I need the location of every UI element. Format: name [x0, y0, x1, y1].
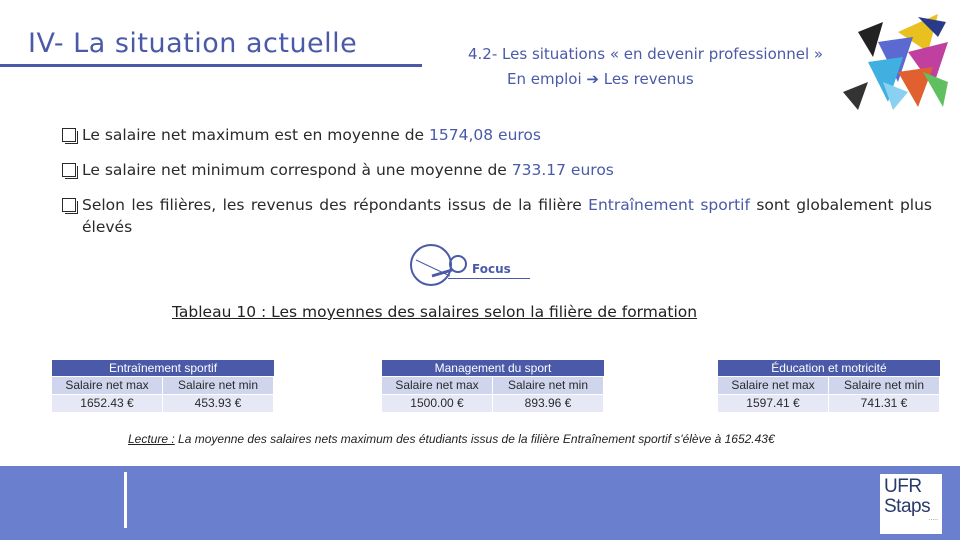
table-row — [382, 395, 604, 412]
table-title: Entraînement sportif — [52, 360, 274, 376]
footer-band — [0, 466, 960, 540]
table-header-row — [382, 377, 604, 394]
slide-subtitle — [468, 42, 823, 92]
bullet-text: Le salaire net minimum correspond à une moyenne de — [82, 161, 512, 179]
column-header: Salaire net min — [163, 377, 273, 394]
table-cell: 1500.00 € — [382, 395, 492, 412]
slide-title: IV- La situation actuelle — [28, 28, 358, 59]
subtitle-line-2: En emploi ➔ Les revenus — [507, 70, 694, 88]
reading-note-label: Lecture : — [128, 432, 175, 446]
salary-table — [718, 360, 940, 412]
table-row — [718, 395, 940, 412]
table-title: Éducation et motricité — [718, 360, 940, 376]
bullet-item — [62, 194, 932, 238]
table-row — [52, 395, 274, 412]
bullet-text: Le salaire net maximum est en moyenne de — [82, 126, 430, 144]
logo-line-1: UFR — [884, 476, 922, 497]
column-header: Salaire net max — [52, 377, 162, 394]
table-cell: 1652.43 € — [52, 395, 162, 412]
bullet-highlight: 733.17 euros — [511, 161, 614, 179]
bullet-text-end: sont globalement plus élevés — [82, 196, 932, 236]
column-header: Salaire net max — [718, 377, 828, 394]
bullet-highlight: 1574,08 euros — [429, 126, 541, 144]
logo-line-2: Staps — [884, 496, 931, 517]
ufr-staps-logo — [880, 474, 942, 534]
salary-table — [382, 360, 604, 412]
table-header-row — [718, 377, 940, 394]
decorative-mosaic-icon — [838, 12, 950, 112]
bullet-item — [62, 159, 932, 181]
reading-note-text: La moyenne des salaires nets maximum des étudiants issus de la filière Entraînement sportif s'élève à 1652.43€ — [174, 432, 775, 446]
reading-note — [128, 432, 775, 446]
checkbox-bullet-icon — [62, 163, 76, 177]
bullet-list — [62, 124, 932, 251]
title-underline — [0, 64, 422, 67]
table-cell: 453.93 € — [163, 395, 273, 412]
focus-label: Focus — [472, 262, 511, 276]
logo-small-text: ····· — [928, 517, 938, 524]
column-header: Salaire net min — [493, 377, 603, 394]
footer-divider — [124, 472, 127, 528]
table-cell: 741.31 € — [829, 395, 939, 412]
focus-underline — [448, 278, 530, 279]
bullet-item — [62, 124, 932, 146]
table-cell: 893.96 € — [493, 395, 603, 412]
checkbox-bullet-icon — [62, 128, 76, 142]
column-header: Salaire net min — [829, 377, 939, 394]
subtitle-line-1: 4.2- Les situations « en devenir professionnel » — [468, 45, 824, 63]
table-title: Management du sport — [382, 360, 604, 376]
table-cell: 1597.41 € — [718, 395, 828, 412]
checkbox-bullet-icon — [62, 198, 76, 212]
focus-badge — [410, 244, 520, 286]
column-header: Salaire net max — [382, 377, 492, 394]
table-header-row — [52, 377, 274, 394]
table-caption: Tableau 10 : Les moyennes des salaires selon la filière de formation — [172, 303, 698, 321]
bullet-text: Selon les filières, les revenus des répondants issus de la filière — [82, 196, 589, 214]
bullet-highlight: Entraînement sportif — [588, 196, 750, 214]
salary-table — [52, 360, 274, 412]
